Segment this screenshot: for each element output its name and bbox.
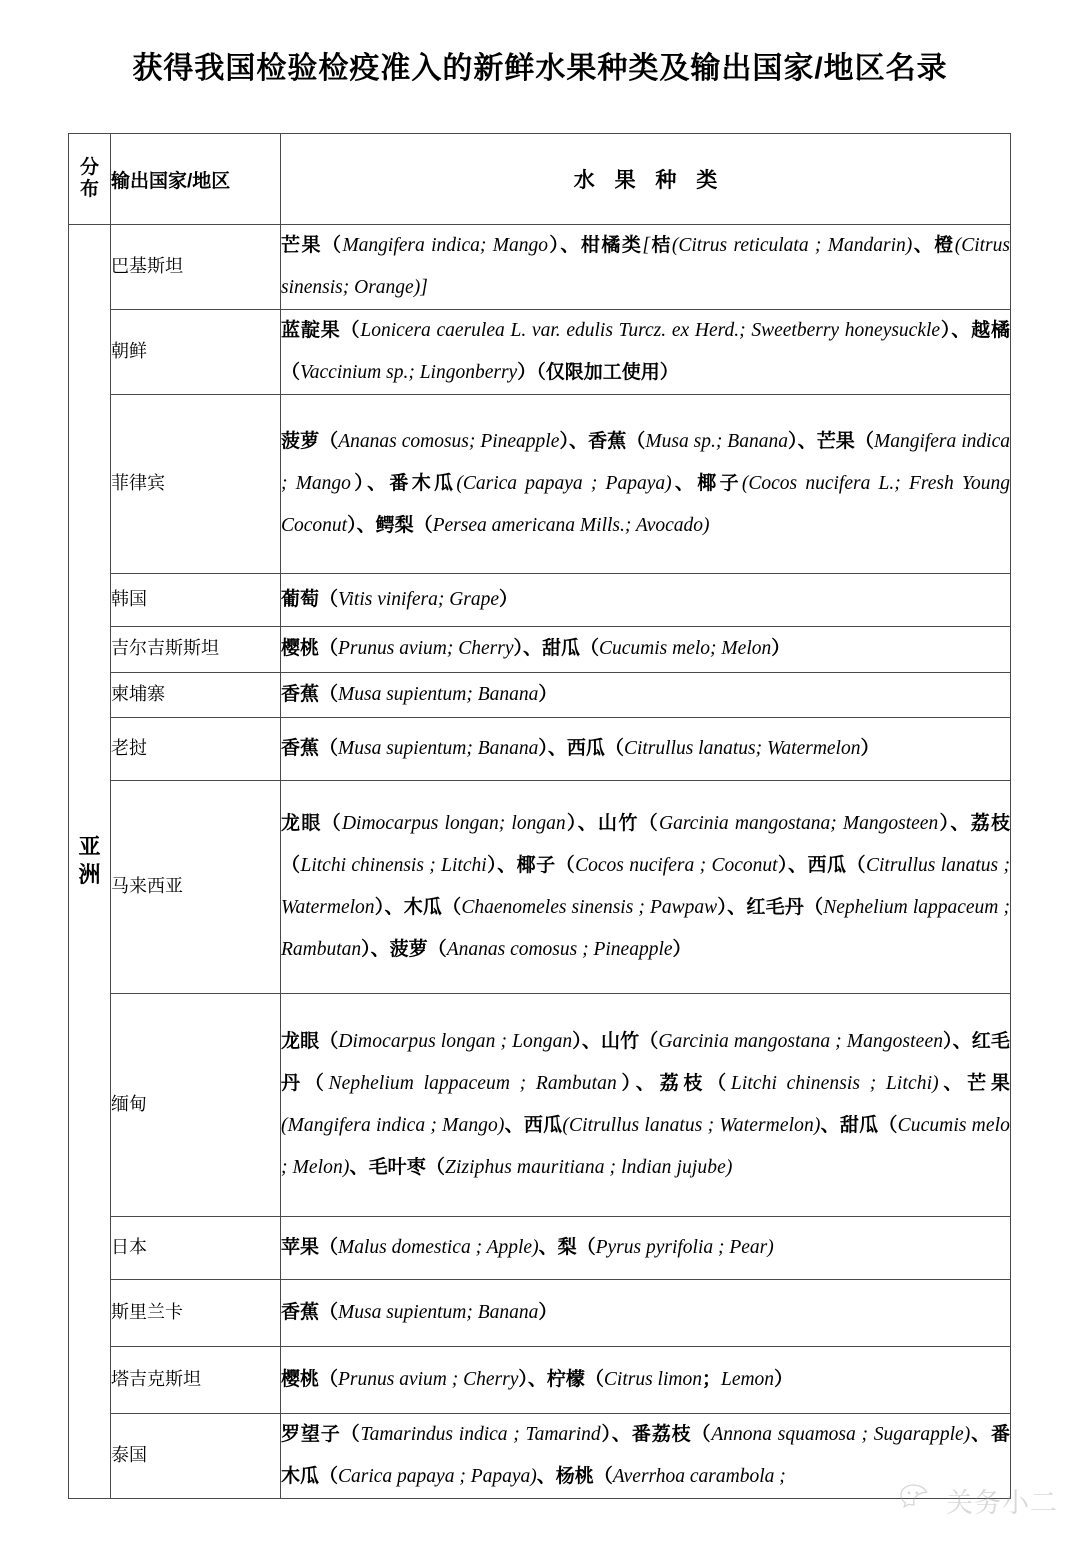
- watermark-text: 关务小二: [946, 1488, 1058, 1518]
- column-header-region: [69, 134, 111, 225]
- table-row: [69, 1216, 1011, 1279]
- table-row: [69, 1279, 1011, 1346]
- fruit-cell: 罗望子（Tamarindus indica ; Tamarind）、番荔枝（Annona squamosa ; Sugarapple)、番木瓜（Carica papaya ; Papaya)、杨桃（Averrhoa carambola ;: [281, 1413, 1011, 1498]
- table-body: [69, 225, 1011, 1499]
- fruit-cell: 菠萝（Ananas comosus; Pineapple）、香蕉（Musa sp.; Banana）、芒果（Mangifera indica ; Mango）、番木瓜(Carica papaya ; Papaya)、椰子(Cocos nucifera L.; Fresh Young Coconut）、鳄梨（Persea americana Mills.; Avocado): [281, 394, 1011, 573]
- country-cell: 菲律宾: [111, 394, 281, 573]
- country-cell: 马来西亚: [111, 780, 281, 993]
- country-cell: 斯里兰卡: [111, 1279, 281, 1346]
- country-cell: 泰国: [111, 1413, 281, 1498]
- table-row: [69, 1413, 1011, 1498]
- column-header-region-char-2: 布: [79, 179, 99, 200]
- country-cell: 韩国: [111, 573, 281, 626]
- fruit-cell: 香蕉（Musa supientum; Banana）: [281, 1279, 1011, 1346]
- table-row: [69, 780, 1011, 993]
- table-row: [69, 626, 1011, 672]
- table-header-row: [69, 134, 1011, 225]
- table-row: [69, 993, 1011, 1216]
- table-row: [69, 394, 1011, 573]
- fruit-cell: 芒果（Mangifera indica; Mango）、柑橘类[桔(Citrus reticulata ; Mandarin)、橙(Citrus sinensis; Orange)]: [281, 225, 1011, 310]
- country-cell: 柬埔寨: [111, 672, 281, 717]
- column-header-country: 输出国家/地区: [111, 134, 281, 225]
- fruit-access-table-container: [68, 133, 1010, 1499]
- country-cell: 老挝: [111, 717, 281, 780]
- column-header-fruit: 水 果 种 类: [281, 134, 1011, 225]
- fruit-access-table: [68, 133, 1011, 1499]
- fruit-cell: 苹果（Malus domestica ; Apple)、梨（Pyrus pyrifolia ; Pear): [281, 1216, 1011, 1279]
- fruit-cell: 樱桃（Prunus avium ; Cherry）、柠檬（Citrus limon；Lemon）: [281, 1346, 1011, 1413]
- table-row: [69, 225, 1011, 310]
- region-group-asia: [69, 225, 111, 1499]
- table-header: [69, 134, 1011, 225]
- country-cell: 日本: [111, 1216, 281, 1279]
- table-row: [69, 717, 1011, 780]
- column-header-region-char-1: 分: [79, 157, 99, 179]
- country-cell: 缅甸: [111, 993, 281, 1216]
- table-row: [69, 573, 1011, 626]
- page-title: 获得我国检验检疫准入的新鲜水果种类及输出国家/地区名录: [132, 52, 948, 85]
- table-row: [69, 1346, 1011, 1413]
- fruit-cell: 龙眼（Dimocarpus longan; longan）、山竹（Garcinia mangostana; Mangosteen）、荔枝（Litchi chinensis ; Litchi）、椰子（Cocos nucifera ; Coconut）、西瓜（Citrullus lanatus ; Watermelon）、木瓜（Chaenomeles sinensis ; Pawpaw）、红毛丹（Nephelium lappaceum ; Rambutan）、菠萝（Ananas comosus ; Pineapple）: [281, 780, 1011, 993]
- country-cell: 塔吉克斯坦: [111, 1346, 281, 1413]
- region-group-char-2: 洲: [78, 862, 101, 888]
- table-row: [69, 309, 1011, 394]
- fruit-cell: 香蕉（Musa supientum; Banana）、西瓜（Citrullus lanatus; Watermelon）: [281, 717, 1011, 780]
- fruit-cell: 龙眼（Dimocarpus longan ; Longan）、山竹（Garcinia mangostana ; Mangosteen）、红毛丹（Nephelium lappaceum ; Rambutan）、荔枝（Litchi chinensis ; Litchi)、芒果(Mangifera indica ; Mango)、西瓜(Citrullus lanatus ; Watermelon)、甜瓜（Cucumis melo ; Melon)、毛叶枣（Ziziphus mauritiana ; lndian jujube): [281, 993, 1011, 1216]
- country-cell: 巴基斯坦: [111, 225, 281, 310]
- fruit-cell: 香蕉（Musa supientum; Banana）: [281, 672, 1011, 717]
- fruit-cell: 樱桃（Prunus avium; Cherry）、甜瓜（Cucumis melo; Melon）: [281, 626, 1011, 672]
- table-row: [69, 672, 1011, 717]
- country-cell: 吉尔吉斯斯坦: [111, 626, 281, 672]
- region-group-char-1: 亚: [78, 833, 101, 859]
- fruit-cell: 葡萄（Vitis vinifera; Grape）: [281, 573, 1011, 626]
- fruit-cell: 蓝靛果（Lonicera caerulea L. var. edulis Turcz. ex Herd.; Sweetberry honeysuckle）、越橘（Vaccinium sp.; Lingonberry）（仅限加工使用）: [281, 309, 1011, 394]
- country-cell: 朝鲜: [111, 309, 281, 394]
